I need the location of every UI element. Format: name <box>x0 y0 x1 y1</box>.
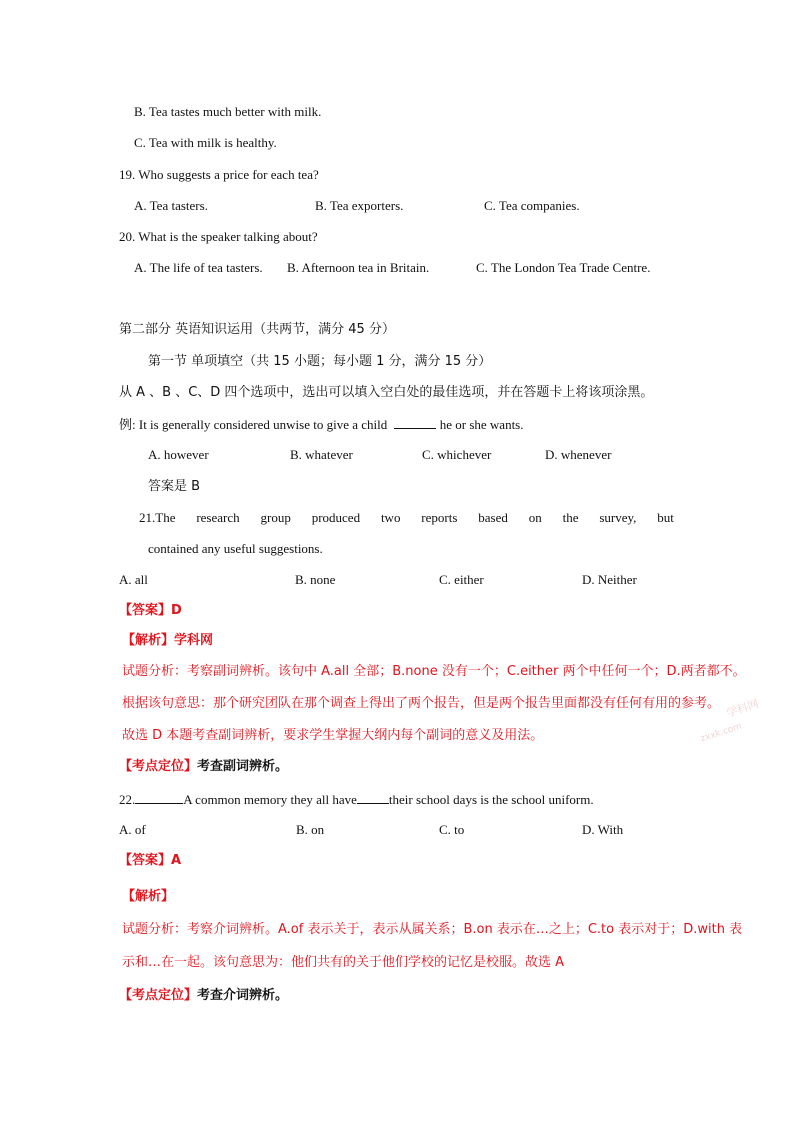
section-instruction: 从 A 、B 、C、D 四个选项中，选出可以填入空白处的最佳选项，并在答题卡上将该项涂黑。 <box>119 385 654 400</box>
q19-option-a: A. Tea tasters. <box>134 198 208 213</box>
q22-blank-1 <box>135 791 183 804</box>
section1-heading: 第一节 单项填空（共 15 小题；每小题 1 分，满分 15 分） <box>148 354 492 369</box>
watermark-logo <box>724 695 760 720</box>
q21-option-c: C. either <box>439 572 484 587</box>
q21-analysis-heading <box>122 633 213 649</box>
q21-word: 21.The <box>139 510 176 525</box>
q19-option-b: B. Tea exporters. <box>315 198 404 213</box>
q21-analysis-line3: 故选 D 本题考查副词辨析，要求学生掌握大纲内每个副词的意义及用法。 <box>122 728 544 743</box>
q21-point-text: 考查副词辨析。 <box>197 759 289 774</box>
q21-word: two <box>380 510 401 525</box>
q19-option-c: C. Tea companies. <box>484 198 580 213</box>
q22-answer <box>119 853 181 869</box>
q21-word: produced <box>311 510 361 525</box>
q22-option-d: D. With <box>582 822 624 837</box>
q21-analysis-line2: 根据该句意思：那个研究团队在那个调查上得出了两个报告，但是两个报告里面都没有任何有用的参考。 <box>122 696 721 711</box>
q22-analysis-heading: 【解析】 <box>122 889 175 904</box>
q22-analysis-line1: 试题分析：考察介词辨析。A.of 表示关于，表示从属关系；B.on 表示在…之上；C.to 表示对于；D.with 表 <box>122 922 743 937</box>
q21-word: group <box>260 510 291 525</box>
example-option-c: C. whichever <box>422 447 492 462</box>
q20-question: 20. What is the speaker talking about? <box>119 229 318 244</box>
q22-answer-value: A <box>171 853 182 868</box>
q21-word: the <box>562 510 579 525</box>
q21-point <box>119 759 288 775</box>
q20-option-b: B. Afternoon tea in Britain. <box>287 260 430 275</box>
q21-word: on <box>528 510 542 525</box>
example-option-d: D. whenever <box>545 447 612 462</box>
q22-option-b: B. on <box>296 822 325 837</box>
q18-option-c: C. Tea with milk is healthy. <box>134 135 277 150</box>
q21-word: survey, <box>599 510 637 525</box>
q21-word: but <box>657 510 674 525</box>
q21-point-label: 【考点定位】 <box>119 759 198 774</box>
q20-option-c: C. The London Tea Trade Centre. <box>476 260 651 275</box>
q22-option-c: C. to <box>439 822 465 837</box>
q22-point-label: 【考点定位】 <box>119 988 198 1003</box>
example-option-b: B. whatever <box>290 447 353 462</box>
q22-mid: A common memory they all have <box>183 792 357 807</box>
q21-option-b: B. none <box>295 572 336 587</box>
q22-analysis-line2: 示和…在一起。该句意思为：他们共有的关于他们学校的记忆是校服。故选 A <box>122 955 565 970</box>
q22-point-text: 考查介词辨析。 <box>197 988 289 1003</box>
watermark-text1: 学科网 <box>724 697 761 720</box>
example-option-a: A. however <box>148 447 209 462</box>
q21-option-a: A. all <box>119 572 148 587</box>
q21-word: research <box>196 510 240 525</box>
q21-answer <box>119 603 182 619</box>
q20-option-a: A. The life of tea tasters. <box>134 260 263 275</box>
q21-option-d: D. Neither <box>582 572 637 587</box>
q21-answer-value: D <box>171 603 182 618</box>
q19-question: 19. Who suggests a price for each tea? <box>119 167 319 182</box>
q21-word: reports <box>421 510 458 525</box>
example-blank <box>394 416 436 429</box>
example-suffix: he or she wants. <box>436 417 524 432</box>
q21-analysis-extra: 学科网 <box>174 633 214 648</box>
q22-option-a: A. of <box>119 822 146 837</box>
q21-analysis-label: 【解析】 <box>122 633 175 648</box>
example-prefix: 例: It is generally considered unwise to give a child <box>119 417 388 432</box>
part2-heading: 第二部分 英语知识运用（共两节，满分 45 分） <box>119 322 395 337</box>
q21-question-line1 <box>139 510 674 526</box>
example-answer: 答案是 B <box>148 479 201 494</box>
q21-word: based <box>478 510 508 525</box>
q22-question <box>119 791 594 808</box>
watermark-text2: zxxk.com <box>699 721 744 745</box>
q21-answer-label: 【答案】 <box>119 603 172 618</box>
q22-blank-2 <box>357 791 389 804</box>
q22-point <box>119 988 288 1004</box>
q22-number: 22. <box>119 792 136 807</box>
q22-answer-label: 【答案】 <box>119 853 172 868</box>
watermark-url <box>699 722 743 745</box>
q18-option-b: B. Tea tastes much better with milk. <box>134 104 322 119</box>
q22-suffix: their school days is the school uniform. <box>388 792 594 807</box>
q21-analysis-line1: 试题分析：考察副词辨析。该句中 A.all 全部；B.none 没有一个；C.either 两个中任何一个；D.两者都不。 <box>122 664 746 679</box>
q21-question-line2: contained any useful suggestions. <box>148 541 323 556</box>
example-sentence <box>119 416 524 433</box>
